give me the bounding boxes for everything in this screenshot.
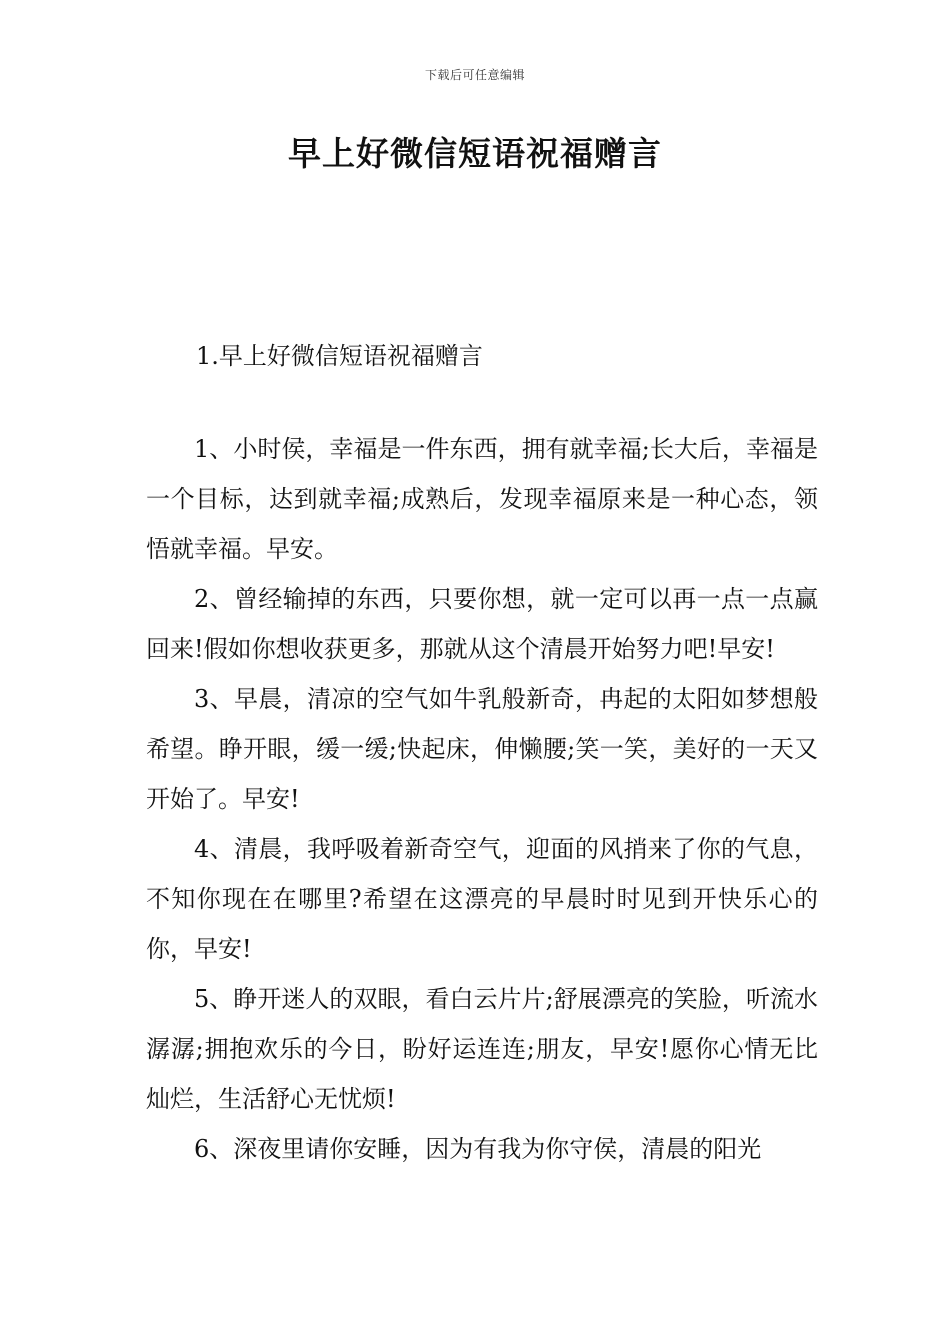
header-note: 下载后可任意编辑 — [424, 68, 525, 82]
document-body — [146, 424, 818, 1174]
paragraph-4: 4、清晨，我呼吸着新奇空气，迎面的风捎来了你的气息，不知你现在在哪里?希望在这漂亮的早晨时时见到开快乐心的你，早安! — [146, 835, 818, 963]
section-heading: 1.早上好微信短语祝福赠言 — [196, 342, 483, 370]
document-title: 早上好微信短语祝福赠言 — [288, 134, 662, 173]
paragraph-1: 1、小时侯，幸福是一件东西，拥有就幸福;长大后，幸福是一个目标，达到就幸福;成熟后，发现幸福原来是一种心态，领悟就幸福。早安。 — [146, 435, 818, 563]
paragraph-2: 2、曾经输掉的东西，只要你想，就一定可以再一点一点赢回来!假如你想收获更多，那就从这个清晨开始努力吧!早安! — [146, 585, 818, 663]
paragraph-6: 6、深夜里请你安睡，因为有我为你守侯，清晨的阳光 — [194, 1135, 762, 1163]
paragraph-3: 3、早晨，清凉的空气如牛乳般新奇，冉起的太阳如梦想般希望。睁开眼，缓一缓;快起床，伸懒腰;笑一笑，美好的一天又开始了。早安! — [146, 685, 818, 813]
paragraph-5: 5、睁开迷人的双眼，看白云片片;舒展漂亮的笑脸，听流水潺潺;拥抱欢乐的今日，盼好运连连;朋友，早安!愿你心情无比灿烂，生活舒心无忧烦! — [146, 985, 818, 1113]
